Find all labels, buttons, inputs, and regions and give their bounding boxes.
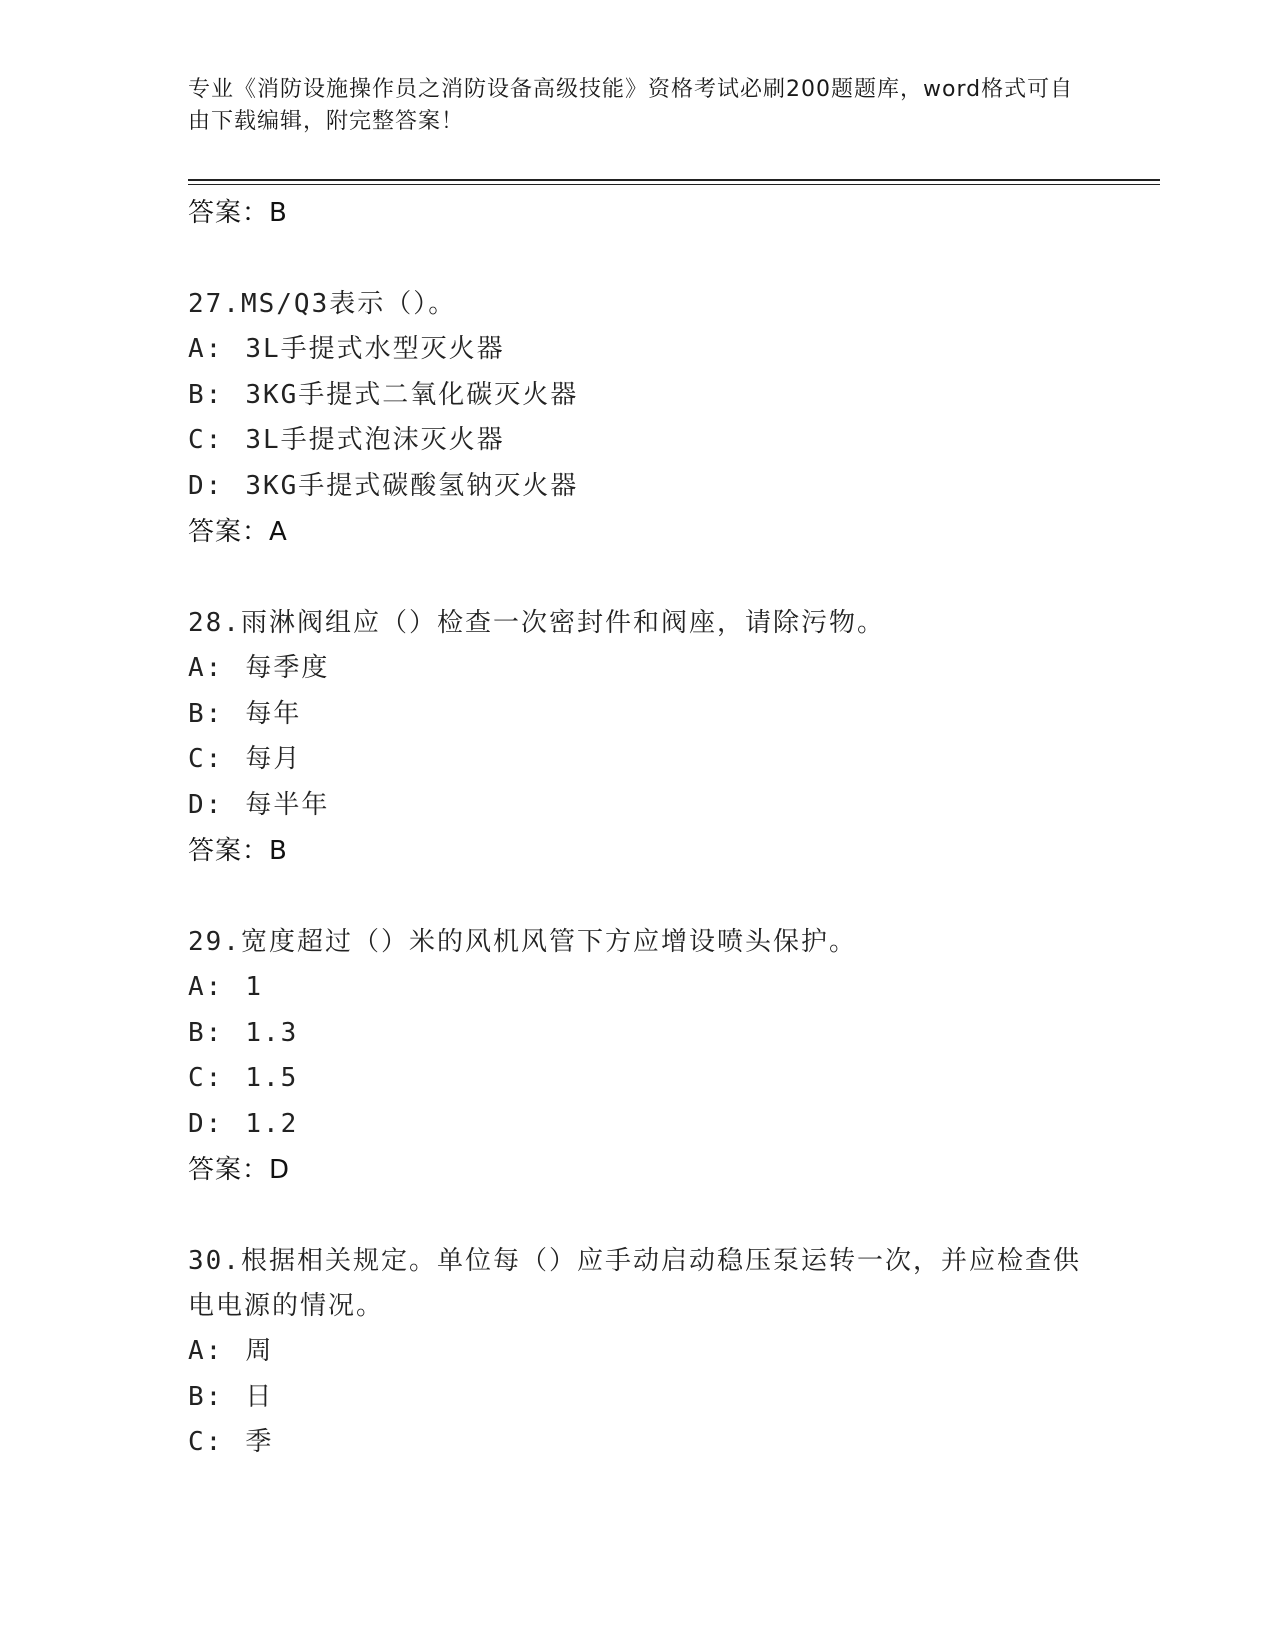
option-label: D: [188, 470, 224, 501]
option-text: 1.3 [245, 1017, 299, 1048]
option-label: D: [188, 1108, 224, 1139]
option-text: 每月 [245, 744, 302, 774]
option-text: 季 [245, 1427, 274, 1457]
option-a [188, 327, 1088, 373]
option-label: A: [188, 653, 224, 683]
option-a [188, 1329, 1088, 1375]
option-label: A: [188, 1336, 224, 1366]
question-item [188, 1239, 1088, 1466]
option-label: C: [188, 1063, 224, 1093]
answer-line: 答案：A [188, 517, 288, 547]
question-list [188, 190, 1088, 1466]
option-c [188, 737, 1088, 783]
option-c [188, 1420, 1088, 1466]
header-divider-top [188, 179, 1160, 181]
option-text: 1.2 [245, 1108, 299, 1139]
option-text: 3L手提式泡沫灭火器 [245, 425, 505, 455]
option-c [188, 1056, 1088, 1102]
option-label: B: [188, 1381, 224, 1412]
option-text: 3KG手提式碳酸氢钠灭火器 [245, 470, 579, 501]
option-b [188, 1011, 1088, 1057]
answer-line: 答案：B [188, 836, 288, 866]
option-text: 每季度 [245, 653, 330, 683]
option-d [188, 464, 1088, 510]
option-text: 3KG手提式二氧化碳灭火器 [245, 379, 579, 410]
option-text: 日 [245, 1381, 274, 1412]
option-label: C: [188, 425, 224, 455]
question-item [188, 282, 1088, 555]
option-label: B: [188, 698, 224, 729]
header-divider-bottom [188, 184, 1160, 185]
option-label: B: [188, 379, 224, 410]
option-text: 周 [245, 1336, 274, 1366]
question-stem: 29.宽度超过（）米的风机风管下方应增设喷头保护。 [188, 927, 857, 957]
option-label: C: [188, 1427, 224, 1457]
option-b [188, 1375, 1088, 1421]
answer-line: 答案：D [188, 1155, 291, 1185]
option-label: C: [188, 744, 224, 774]
option-b [188, 373, 1088, 419]
question-item [188, 920, 1088, 1193]
option-text: 1.5 [245, 1063, 299, 1093]
option-text: 每年 [245, 698, 302, 729]
option-label: D: [188, 789, 224, 820]
option-label: B: [188, 1017, 224, 1048]
question-stem: 27.MS/Q3表示（）。 [188, 289, 457, 319]
option-a [188, 965, 1088, 1011]
option-text: 3L手提式水型灭火器 [245, 334, 505, 364]
option-label: A: [188, 972, 224, 1002]
question-item [188, 601, 1088, 874]
option-label: A: [188, 334, 224, 364]
page-header: 专业《消防设施操作员之消防设备高级技能》资格考试必刷200题题库，word格式可自由下载编辑，附完整答案！ [188, 77, 1074, 134]
option-c [188, 418, 1088, 464]
option-text: 1 [245, 972, 263, 1002]
question-stem: 28.雨淋阀组应（）检查一次密封件和阀座，请除污物。 [188, 608, 885, 638]
option-b [188, 692, 1088, 738]
answer-line: 答案：B [188, 198, 288, 228]
option-text: 每半年 [245, 789, 330, 820]
option-d [188, 783, 1088, 829]
option-a [188, 646, 1088, 692]
question-stem: 30.根据相关规定。单位每（）应手动启动稳压泵运转一次，并应检查供电电源的情况。 [188, 1246, 1081, 1321]
option-d [188, 1102, 1088, 1148]
